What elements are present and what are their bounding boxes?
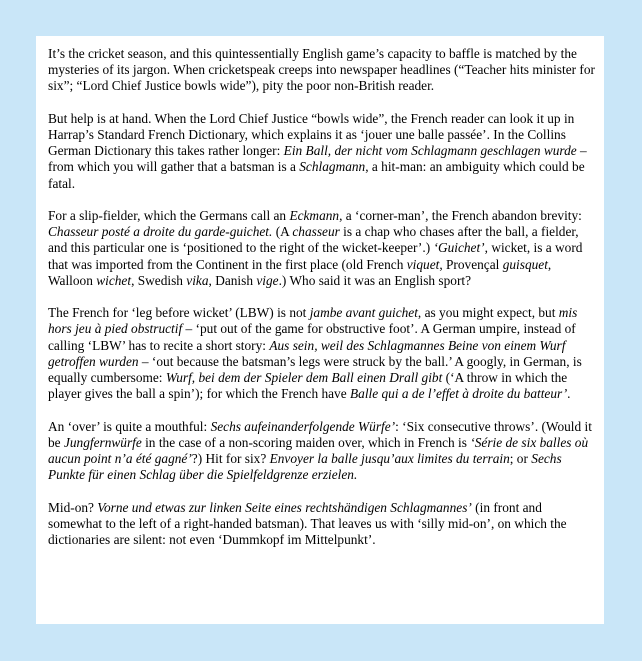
italic-text: Schlagmann [299,159,366,175]
italic-text: Chasseur posté a droite du garde-guichet. [48,224,273,240]
italic-text: Aus sein, weil des Schlagmannes Beine von einem Wurf getroffen wurden [48,337,566,369]
paragraph-3 [48,208,598,289]
text-run: , a hit-man: an ambiguity which could be fatal. [48,159,585,191]
italic-text: jambe avant guichet [309,305,418,321]
text-run: It’s the cricket season, and this quintessentially English game’s capacity to baffle is matched by the mysteries of its jargon. When cricketspeak creeps into newspaper headlines (“Teacher hits minister for six”; “Lord Chief Justice bowls wide”), pity the poor non-British reader. [48,46,595,94]
text-run: is a chap who chases after the ball, a fielder, and this particular one is ‘positioned to the right of the wicket-keeper’.) [48,224,579,256]
italic-text: Vorne und etwas zur linken Seite eines rechtshändigen Schlagmannes’ [97,499,472,515]
article-page [36,36,604,624]
text-run: , as you might expect, but [417,305,559,321]
paragraph-2 [48,111,598,192]
text-run: , Walloon [48,256,552,288]
text-run: : ‘Six consecutive throws’. (Would it be [48,418,592,450]
text-run: (‘A throw in which the player gives the ball a spin’); for which the French have [48,370,568,402]
text-run: ?) Hit for six? [191,451,270,467]
text-run: – ‘out because the batsman’s legs were struck by the ball.’ A googly, in German, is equally cumbersome: [48,353,582,386]
italic-text: viquet [406,256,440,272]
italic-text: Sechs aufeinanderfolgende Würfe’ [210,418,396,434]
italic-text: Sechs Punkte für einen Schlag über die Spielfeldgrenze erzielen. [48,451,562,483]
text-run: , a ‘corner-man’, the French abandon brevity: [339,208,582,223]
text-run: ; or [509,451,532,467]
italic-text: chasseur [292,224,340,240]
text-run: But help is at hand. When the Lord Chief Justice “bowls wide”, the French reader can look it up in Harrap’s Standard French Dictionary, which explains it as ‘jouer une balle passée’. In the Collins German Dictionary this takes rather longer: [48,110,575,159]
italic-text: wichet [96,272,132,288]
italic-text: Wurf, bei dem der Spieler dem Ball einen Drall gibt [165,370,443,386]
text-run: .) Who said it was an English sport? [278,272,472,288]
italic-text: vika [186,272,209,288]
italic-text: Ein Ball, der nicht vom Schlagmann geschlagen wurde [283,143,577,159]
text-run: , Provençal [439,256,503,272]
italic-text: Eckmann [289,208,340,223]
text-run: – from which you will gather that a batsman is a [48,143,587,175]
paragraph-4 [48,305,598,402]
text-run: , Swedish [131,272,187,288]
text-run: The French for ‘leg before wicket’ (LBW) is not [48,305,310,321]
italic-text: Envoyer la balle jusqu’aux limites du terrain [269,451,510,467]
italic-text: guisquet [502,256,548,272]
italic-text: mis hors jeu à pied obstructif [48,305,578,337]
paragraph-6 [48,500,598,549]
text-run: , Danish [208,272,257,288]
italic-text: Balle qui a de l’effet à droite du batteur’ [350,386,568,402]
text-run: For a slip-fielder, which the Germans call an [48,208,290,223]
text-run: Mid-on? [48,499,98,515]
text-run: – ‘put out of the game for obstructive foot’. A German umpire, instead of calling ‘LBW’ has to recite a short story: [48,321,576,353]
text-run: (A [272,224,293,240]
paragraph-5 [48,419,598,484]
text-run: , wicket, is a word that was imported from the Continent in the first place (old French [48,240,583,272]
italic-text: vige [256,272,279,288]
text-run: . [567,386,571,402]
text-run: in the case of a non-scoring maiden over, which in French is [141,434,471,450]
text-run: (in front and somewhat to the left of a right-handed batsman). That leaves us with ‘silly mid-on’, on which the dictionaries are silent: not even ‘Dummkopf im Mittelpunkt’. [48,499,567,548]
italic-text: ‘Série de six balles où aucun point n’a été gagné’ [48,434,589,467]
italic-text: Jungfernwürfe [63,434,142,450]
text-run: An ‘over’ is quite a mouthful: [48,418,211,434]
paragraph-1 [48,46,598,95]
italic-text: ‘Guichet’ [433,240,485,256]
